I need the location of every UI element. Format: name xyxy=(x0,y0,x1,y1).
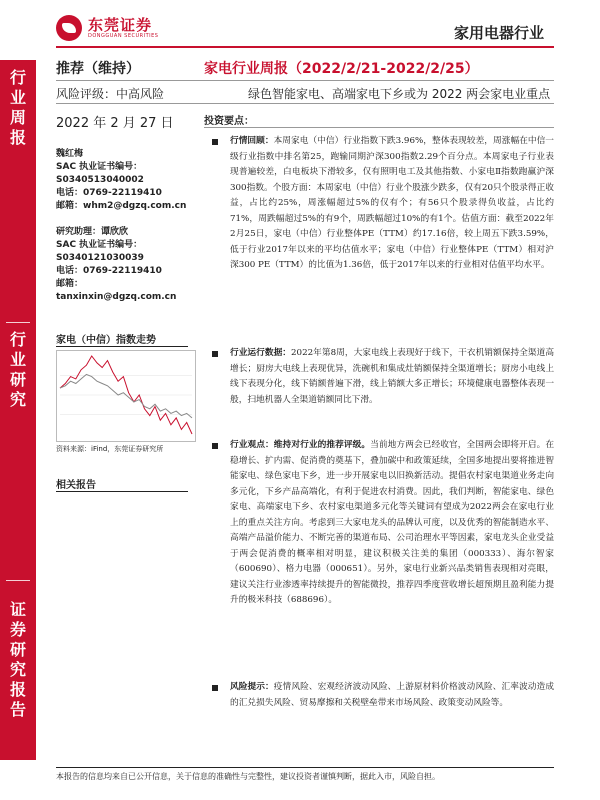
risk-level: 风险评级：中高风险 xyxy=(56,87,165,101)
side-section-weekly: 行 业 周 报 xyxy=(9,68,26,147)
brand-logo-icon xyxy=(56,15,82,41)
side-banner xyxy=(0,60,36,760)
side-section-report: 证 券 研 究 报 告 xyxy=(9,600,26,719)
index-trend-chart xyxy=(56,350,196,442)
report-subtitle: 绿色智能家电、高端家电下乡或为 2022 两会家电业重点 xyxy=(248,87,551,101)
analyst-cert-no: S0340513040002 xyxy=(56,175,144,185)
bullet-icon xyxy=(212,443,218,449)
footer-disclaimer: 本报告的信息均来自已公开信息，关于信息的准确性与完整性，建议投资者谨慎判断，据此入市，风险自担。 xyxy=(56,772,440,781)
point-industry-data xyxy=(210,346,554,408)
point-industry-view xyxy=(210,438,554,609)
assistant-cert-label: SAC 执业证书编号： xyxy=(56,240,143,250)
side-section-research: 行 业 研 究 xyxy=(9,330,26,409)
chart-series-line-2 xyxy=(60,374,192,418)
chart-title: 家电（中信）指数走势 xyxy=(56,335,156,346)
assistant-cert-no: S0340121030039 xyxy=(56,253,144,263)
point-key: 行情回顾： xyxy=(230,136,274,146)
bullet-icon xyxy=(212,351,218,357)
page-header xyxy=(0,0,600,46)
assistant-phone: 电话：0769-22119410 xyxy=(56,266,162,276)
related-reports-heading: 相关报告 xyxy=(56,480,96,491)
assistant-email-label: 邮箱： xyxy=(56,279,84,289)
point-risk-warning xyxy=(210,680,554,711)
brand-name-en: DONGGUAN SECURITIES xyxy=(88,32,159,39)
related-divider xyxy=(56,491,188,492)
report-title: 家电行业周报（2022/2/21-2022/2/25） xyxy=(204,61,479,77)
investment-divider xyxy=(204,127,554,128)
analyst-name: 魏红梅 xyxy=(56,149,84,159)
chart-frame xyxy=(57,351,196,442)
side-separator xyxy=(6,322,30,323)
assistant-card xyxy=(56,226,176,304)
point-key: 行业观点： xyxy=(230,440,274,450)
index-trend-svg xyxy=(56,350,196,442)
header-divider xyxy=(56,46,554,48)
footer-divider xyxy=(56,767,554,768)
report-date: 2022 年 2 月 27 日 xyxy=(56,116,174,131)
side-separator xyxy=(6,580,30,581)
assistant-email[interactable]: tanxinxin@dgzq.com.cn xyxy=(56,292,177,302)
analyst-cert-label: SAC 执业证书编号： xyxy=(56,162,143,172)
subtitle-divider xyxy=(56,103,554,104)
point-text: 疫情风险、宏观经济波动风险、上游原材料价格波动风险、汇率波动造成的汇兑损失风险、贸易摩擦和关税壁垒带来市场风险、政策变动风险等。 xyxy=(230,682,555,708)
investment-points-heading: 投资要点： xyxy=(204,116,254,127)
point-key-rating: 维持对行业的推荐评级。 xyxy=(273,440,371,450)
chart-title-divider xyxy=(56,346,188,347)
analyst-phone: 电话：0769-22119410 xyxy=(56,188,162,198)
point-text: 本周家电（中信）行业指数下跌3.96%，整体表现较差，周涨幅在中信一级行业指数中排名第25，跑输同期沪深300指数2.29个百分点。本周家电子行业表现普遍较差，白电板块下滑较多，仅有照明电工及其他指数、小家电Ⅱ指数跑赢沪深300指数。个股方面：本周家电（中信）行业个股涨少跌多，仅有20只个股录得正收益，占比约25%，周涨幅超过5%的仅有个；有56只个股录得负收益，占比约71%，周跌幅超过5%的有9个，周跌幅超过10%的有1个。估值方面：截至2022年2月25日，家电（中信）行业整体PE（TTM）约17.16倍，较上周五下跌3.59%，低于行业2017年以来的平均估值水平；家电（中信）行业整体PE（TTM）相对沪深300 PE（TTM）的比值为1.36倍，低于2017年以来的行业相对估值平均水平。 xyxy=(230,136,554,270)
analyst-card xyxy=(56,148,186,213)
point-text: 当前地方两会已经收官，全国两会即将开启。在稳增长、扩内需、促消费的奠基下，叠加碳中和政策延续，全国多地提出要将推进智能家电、绿色家电下乡，进一步开展家电以旧换新活动。提倡农村家电渠道业务走向多元化，下乡产品高端化，有利于促进农村消费。因此，我们判断，智能家电、绿色家电、高端家电下乡、农村家电渠道多元化等关键词有望成为2022两会在家电行业上的重点关注方向。考虑到三大家电龙头的品牌认可度，以及优秀的智能制造水平、高端产品溢价能力、不断完善的渠道布局、公司治理水平等因素，家电龙头企业受益于两会促消费的概率相对明显，建议积极关注美的集团（000333）、海尔智家（600690）、格力电器（000651）。另外，家电行业新兴品类销售表现相对亮眼，建议关注行业渗透率持续提升的智能微投，推荐四季度营收增长超预期且盈利能力提升的极米科技（688696）。 xyxy=(230,440,555,605)
bullet-icon xyxy=(212,139,218,145)
assistant-name: 研究助理：谭欣欣 xyxy=(56,227,129,237)
brand-name-cn: 东莞证券 xyxy=(88,15,153,34)
industry-label: 家用电器行业 xyxy=(453,24,544,42)
point-key: 行业运行数据： xyxy=(230,348,292,358)
point-market-review xyxy=(210,134,554,274)
brand-logo xyxy=(56,14,158,42)
point-key: 风险提示： xyxy=(230,682,274,692)
point-text: 2022年第8周，大家电线上表现好于线下，干衣机销额保持全渠道高增长；厨房大电线上表现优异，洗碗机和集成灶销额保持全渠道增长；厨房小电线上线下表现分化，线下销额普遍下滑，线上销额大多正增长；环境健康电器整体表现一般，扫地机器人全渠道销额同比下滑。 xyxy=(230,348,555,405)
analyst-email[interactable]: 邮箱：whm2@dgzq.com.cn xyxy=(56,201,187,211)
chart-source: 资料来源：iFind，东莞证券研究所 xyxy=(56,445,164,453)
title-divider xyxy=(56,80,554,81)
bullet-icon xyxy=(212,685,218,691)
rating-label: 推荐（维持） xyxy=(56,61,140,77)
